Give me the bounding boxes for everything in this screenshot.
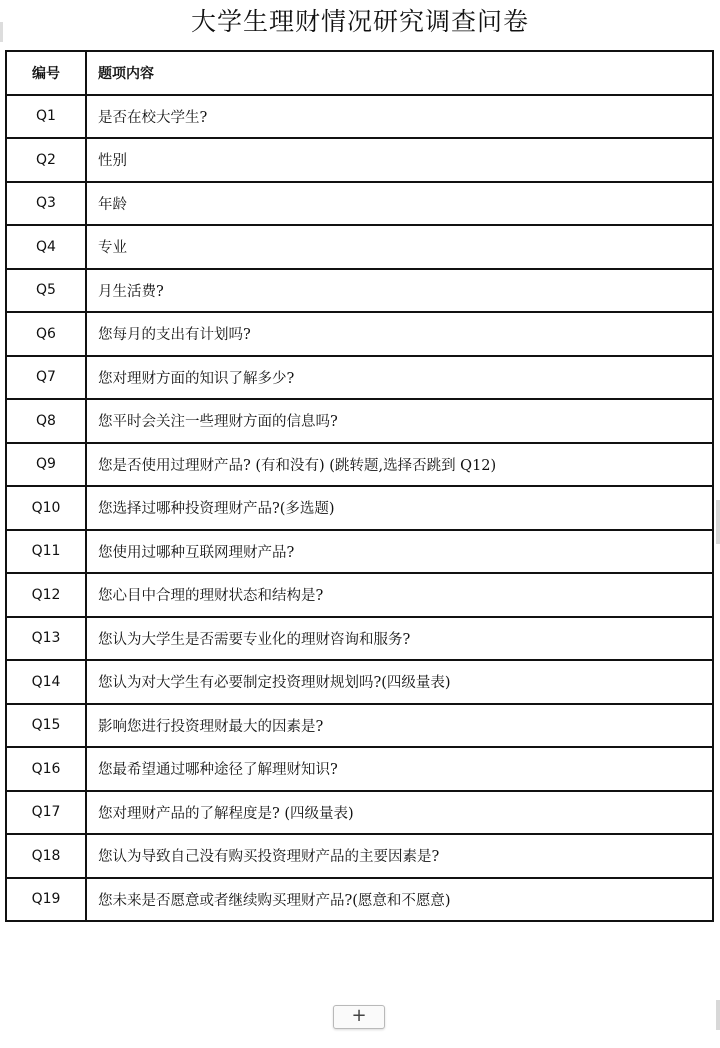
question-number: Q3 bbox=[6, 182, 86, 226]
table-row bbox=[6, 138, 713, 182]
table-row bbox=[6, 182, 713, 226]
question-number: Q9 bbox=[6, 443, 86, 487]
right-edge-mark bbox=[716, 1000, 720, 1030]
question-text: 月生活费? bbox=[86, 269, 713, 313]
table-row bbox=[6, 225, 713, 269]
add-row-button[interactable] bbox=[333, 1005, 385, 1029]
table-row bbox=[6, 617, 713, 661]
question-number: Q2 bbox=[6, 138, 86, 182]
question-number: Q17 bbox=[6, 791, 86, 835]
question-number: Q14 bbox=[6, 660, 86, 704]
question-number: Q19 bbox=[6, 878, 86, 922]
question-number: Q13 bbox=[6, 617, 86, 661]
question-text: 您心目中合理的理财状态和结构是? bbox=[86, 573, 713, 617]
question-text: 专业 bbox=[86, 225, 713, 269]
question-text: 您认为导致自己没有购买投资理财产品的主要因素是? bbox=[86, 834, 713, 878]
table-row bbox=[6, 312, 713, 356]
question-text: 性别 bbox=[86, 138, 713, 182]
question-number: Q5 bbox=[6, 269, 86, 313]
question-text: 您认为大学生是否需要专业化的理财咨询和服务? bbox=[86, 617, 713, 661]
question-number: Q15 bbox=[6, 704, 86, 748]
question-number: Q6 bbox=[6, 312, 86, 356]
header-number: 编号 bbox=[6, 51, 86, 95]
question-text: 您认为对大学生有必要制定投资理财规划吗?(四级量表) bbox=[86, 660, 713, 704]
page-title: 大学生理财情况研究调查问卷 bbox=[190, 7, 529, 36]
table-row bbox=[6, 791, 713, 835]
question-text: 您使用过哪种互联网理财产品? bbox=[86, 530, 713, 574]
question-number: Q18 bbox=[6, 834, 86, 878]
question-number: Q12 bbox=[6, 573, 86, 617]
table-row bbox=[6, 573, 713, 617]
question-number: Q7 bbox=[6, 356, 86, 400]
question-text: 您未来是否愿意或者继续购买理财产品?(愿意和不愿意) bbox=[86, 878, 713, 922]
question-number: Q10 bbox=[6, 486, 86, 530]
header-content: 题项内容 bbox=[86, 51, 713, 95]
question-number: Q8 bbox=[6, 399, 86, 443]
right-edge-mark bbox=[716, 500, 720, 544]
questionnaire-table bbox=[5, 50, 714, 922]
question-number: Q16 bbox=[6, 747, 86, 791]
question-number: Q11 bbox=[6, 530, 86, 574]
table-row bbox=[6, 530, 713, 574]
table-row bbox=[6, 747, 713, 791]
table-row bbox=[6, 704, 713, 748]
table-row bbox=[6, 878, 713, 922]
question-text: 您对理财方面的知识了解多少? bbox=[86, 356, 713, 400]
question-text: 是否在校大学生? bbox=[86, 95, 713, 139]
question-text: 您平时会关注一些理财方面的信息吗? bbox=[86, 399, 713, 443]
table-body bbox=[6, 95, 713, 922]
table-header-row bbox=[6, 51, 713, 95]
question-number: Q1 bbox=[6, 95, 86, 139]
table-row bbox=[6, 486, 713, 530]
table-row bbox=[6, 399, 713, 443]
table-row bbox=[6, 356, 713, 400]
question-text: 年龄 bbox=[86, 182, 713, 226]
question-text: 您最希望通过哪种途径了解理财知识? bbox=[86, 747, 713, 791]
question-text: 您每月的支出有计划吗? bbox=[86, 312, 713, 356]
question-text: 您是否使用过理财产品? (有和没有) (跳转题,选择否跳到 Q12) bbox=[86, 443, 713, 487]
table-row bbox=[6, 660, 713, 704]
plus-icon: + bbox=[351, 1005, 367, 1026]
table-row bbox=[6, 269, 713, 313]
table-row bbox=[6, 834, 713, 878]
table-row bbox=[6, 443, 713, 487]
table-row bbox=[6, 95, 713, 139]
question-number: Q4 bbox=[6, 225, 86, 269]
question-text: 您选择过哪种投资理财产品?(多选题) bbox=[86, 486, 713, 530]
question-text: 影响您进行投资理财最大的因素是? bbox=[86, 704, 713, 748]
question-text: 您对理财产品的了解程度是? (四级量表) bbox=[86, 791, 713, 835]
questionnaire-table-wrapper bbox=[5, 50, 712, 922]
